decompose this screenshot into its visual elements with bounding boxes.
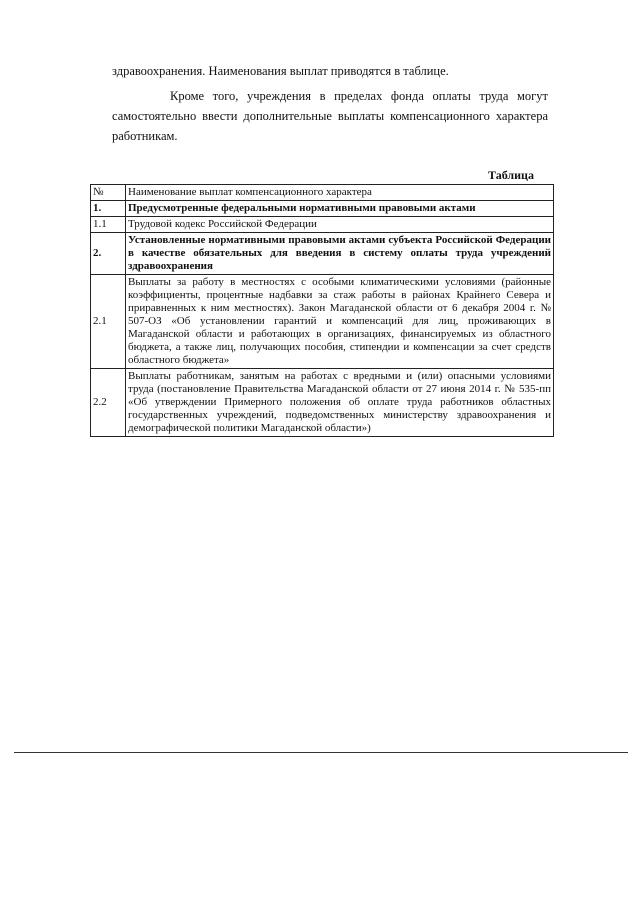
row-text: Выплаты за работу в местностях с особыми климатическими условиями (районные коэффициенты, процентные надбавки за стаж работы в районах Крайнего Севера и приравненных к ним местностях). Закон Магаданской области от 6 декабря 2004 г. № 507-ОЗ «Об установлении гарантий и компенсаций для лиц, проживающих в Магаданской области и работающих в организациях, финансируемых из областного бюджета, а также лиц, получающих пособия, стипендии и компенсации за счет средств областного бюджета» <box>126 275 554 369</box>
table-row <box>91 233 554 275</box>
row-num: 2.1 <box>91 275 126 369</box>
table-row <box>91 201 554 217</box>
row-num: 2. <box>91 233 126 275</box>
table-row <box>91 217 554 233</box>
row-text: Трудовой кодекс Российской Федерации <box>126 217 554 233</box>
header-num: № <box>91 185 126 201</box>
row-text: Предусмотренные федеральными нормативными правовыми актами <box>126 201 554 217</box>
intro-paragraph: Кроме того, учреждения в пределах фонда оплаты труда могут самостоятельно ввести дополнительные выплаты компенсационного характера работникам. <box>112 89 548 143</box>
table-row <box>91 369 554 437</box>
intro-line: здравоохранения. Наименования выплат приводятся в таблице. <box>112 64 449 78</box>
table-caption: Таблица <box>488 168 534 182</box>
row-num: 1.1 <box>91 217 126 233</box>
row-text: Выплаты работникам, занятым на работах с вредными и (или) опасными условиями труда (постановление Правительства Магаданской области от 27 июня 2014 г. № 535-пп «Об утверждении Примерного положения об оплате труда работников областных государственных учреждений, подведомственных министерству здравоохранения и демографической политики Магаданской области») <box>126 369 554 437</box>
row-text: Установленные нормативными правовыми актами субъекта Российской Федерации в качестве обязательных для введения в систему оплаты труда учреждений здравоохранения <box>126 233 554 275</box>
row-num: 2.2 <box>91 369 126 437</box>
compensation-table <box>90 184 554 437</box>
table-header-row <box>91 185 554 201</box>
row-num: 1. <box>91 201 126 217</box>
page-divider <box>14 752 628 753</box>
header-name: Наименование выплат компенсационного характера <box>126 185 554 201</box>
table-row <box>91 275 554 369</box>
